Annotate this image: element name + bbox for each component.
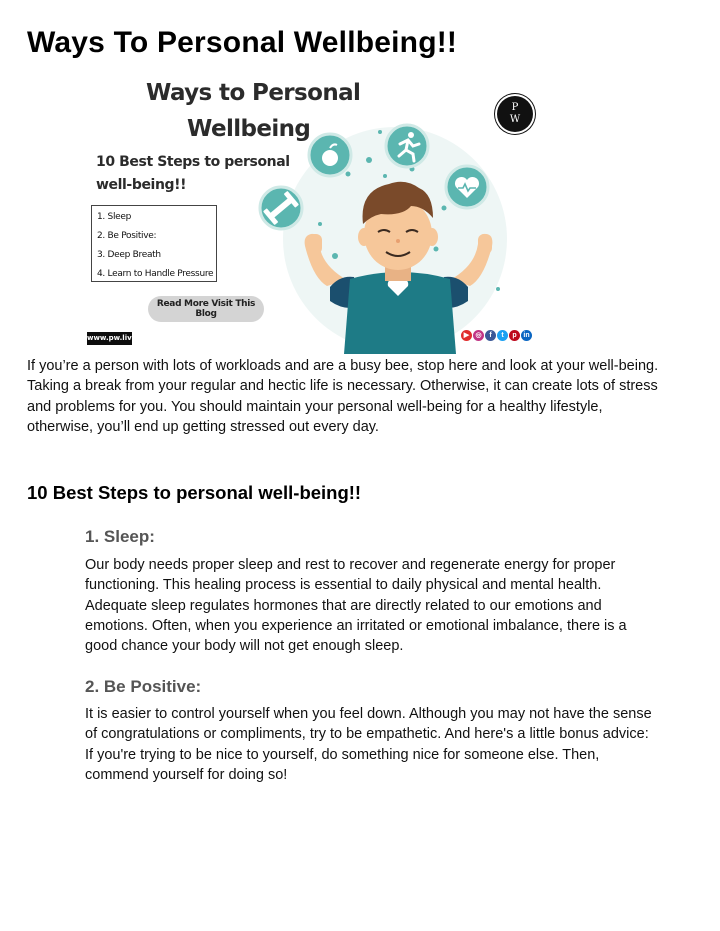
wellbeing-banner-image [80, 74, 560, 354]
banner-title-line2: Wellbeing [187, 116, 311, 142]
instagram-icon[interactable]: ◎ [473, 330, 484, 341]
page-title: Ways To Personal Wellbeing!! [27, 26, 458, 59]
intro-paragraph: If you’re a person with lots of workloads and are a busy bee, stop here and look at your well-being. Taking a break from your regular and hectic life is necessary. Otherwise, it can create lots of stress and problems for you. You should maintain your personal well-being for a healthy lifestyle, otherwise, you’ll end up getting stressed out every day. [27, 358, 659, 435]
banner-subtitle-line2: well-being!! [96, 177, 187, 193]
banner-list-item: 1. Sleep [97, 212, 132, 222]
banner-steps-list [91, 205, 217, 282]
logo-letter-w: W [509, 114, 521, 125]
pw-logo [497, 96, 533, 132]
youtube-icon[interactable]: ▶ [461, 330, 472, 341]
banner-list-item: 4. Learn to Handle Pressure [97, 269, 214, 279]
website-url-badge: www.pw.live [87, 332, 132, 345]
facebook-icon[interactable]: f [485, 330, 496, 341]
heart-pulse-icon [446, 166, 488, 208]
step-body-be-positive: It is easier to control yourself when you feel down. Although you may not have the sense of congratulations or compliments, try to be empathetic. And here's a little bonus advice: If you're trying to be nice to yourself, do something nice for someone else. Then, commend yourself for doing so! [85, 706, 652, 783]
step-body-sleep: Our body needs proper sleep and rest to recover and regenerate energy for proper functioning. This healing process is essential to daily physical and mental health. Adequate sleep regulates hormones that are directly related to our emotions and emotions. Often, when you experience an irritated or emotional imbalance, there is a good chance your body will not get enough sleep. [85, 557, 627, 655]
step-heading-sleep: 1. Sleep: [85, 527, 155, 546]
section-heading: 10 Best Steps to personal well-being!! [27, 482, 362, 503]
step-heading-be-positive: 2. Be Positive: [85, 677, 202, 696]
pinterest-icon[interactable]: p [509, 330, 520, 341]
linkedin-icon[interactable]: in [521, 330, 532, 341]
read-more-button[interactable]: Read More Visit This Blog [148, 296, 264, 322]
dumbbell-icon [260, 187, 302, 229]
twitter-icon[interactable]: t [497, 330, 508, 341]
fruit-icon [309, 134, 351, 176]
banner-list-item: 2. Be Positive: [97, 231, 157, 241]
banner-title-line1: Ways to Personal [146, 80, 361, 106]
banner-list-item: 3. Deep Breath [97, 250, 161, 260]
social-icons-row [461, 330, 532, 341]
running-icon [386, 125, 428, 167]
logo-letter-p: P [511, 102, 519, 113]
banner-subtitle-line1: 10 Best Steps to personal [96, 154, 290, 170]
